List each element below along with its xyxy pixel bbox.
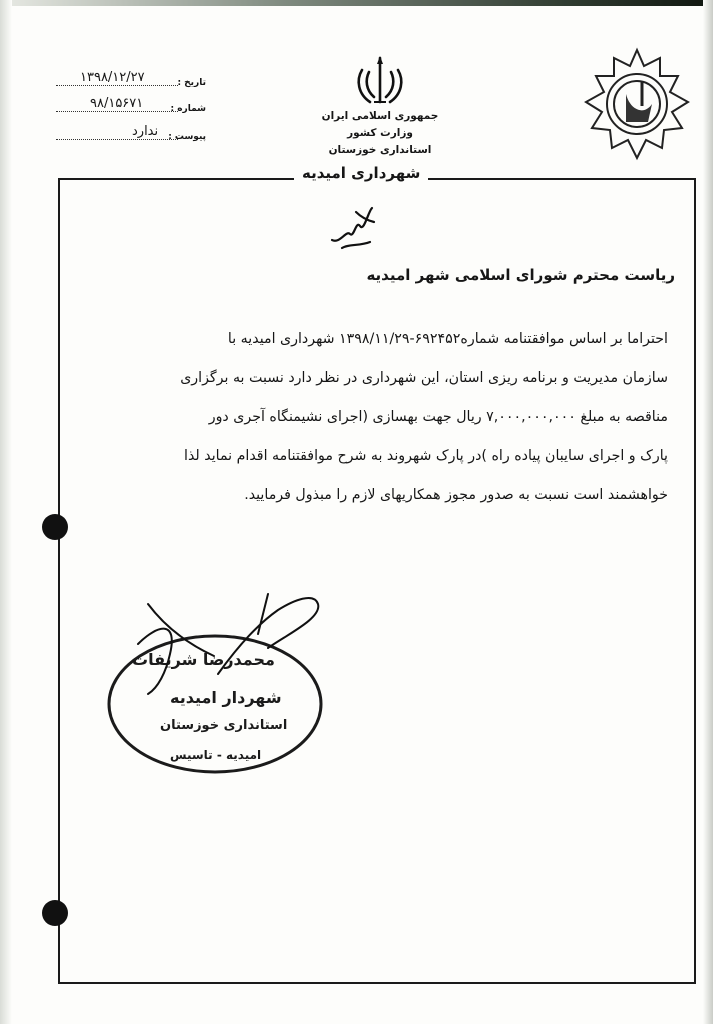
page-edge [0, 0, 713, 6]
ministry-line-country: جمهوری اسلامی ایران [321, 110, 439, 122]
body-line: پارک و اجرای سایبان پیاده راه )در پارک شهروند به شرح موافقتنامه اقدام نماید لذا [184, 448, 668, 464]
ministry-line-ministry: وزارت کشور [347, 127, 413, 139]
date-field [56, 70, 206, 88]
body-line: احتراما بر اساس موافقتنامه شماره۶۹۲۴۵۲-۱۳۹۸/۱۱/۲۹ شهرداری امیدیه با [227, 331, 668, 347]
letter-body [68, 320, 668, 515]
binder-hole [42, 514, 68, 540]
stamp-founded: امیدیه - تاسیس [170, 748, 262, 762]
date-label: تاریخ : [177, 78, 206, 88]
body-line: خواهشمند است نسبت به صدور مجوز همکاریهای لازم را مبذول فرمایید. [244, 487, 668, 503]
number-field [56, 96, 206, 114]
municipality-logo-icon [578, 46, 696, 166]
body-line: سازمان مدیریت و برنامه ریزی استان، این شهرداری در نظر دارد نسبت به برگزاری [180, 370, 668, 386]
attachment-label: پیوست : [168, 132, 206, 142]
iran-emblem-icon [352, 52, 408, 108]
frame-title: شهرداری امیدیه [294, 164, 428, 182]
handwritten-signature-icon [118, 584, 328, 704]
number-label: شماره : [170, 104, 206, 114]
ministry-block [300, 108, 460, 159]
date-value: ۱۳۹۸/۱۲/۲۷ [80, 70, 145, 85]
binder-hole [42, 900, 68, 926]
page-shadow-right [703, 0, 713, 1024]
stamp-name: محمدرضا شریفات [132, 650, 275, 669]
attachment-field [56, 124, 206, 142]
letter-frame [58, 178, 696, 984]
approval-signature-icon [326, 200, 382, 252]
recipient-heading: ریاست محترم شورای اسلامی شهر امیدیه [366, 266, 675, 284]
stamp-title: شهردار امیدیه [170, 688, 282, 707]
body-line: مناقصه به مبلغ ۷,۰۰۰,۰۰۰,۰۰۰ ریال جهت بهسازی (اجرای نشیمنگاه آجری دور [208, 409, 668, 425]
stamp-org: استانداری خوزستان [160, 718, 288, 733]
ministry-line-governorate: استانداری خوزستان [328, 144, 432, 156]
page-shadow-left [0, 0, 12, 1024]
attachment-value: ندارد [132, 124, 159, 139]
number-value: ۹۸/۱۵۶۷۱ [90, 96, 144, 111]
